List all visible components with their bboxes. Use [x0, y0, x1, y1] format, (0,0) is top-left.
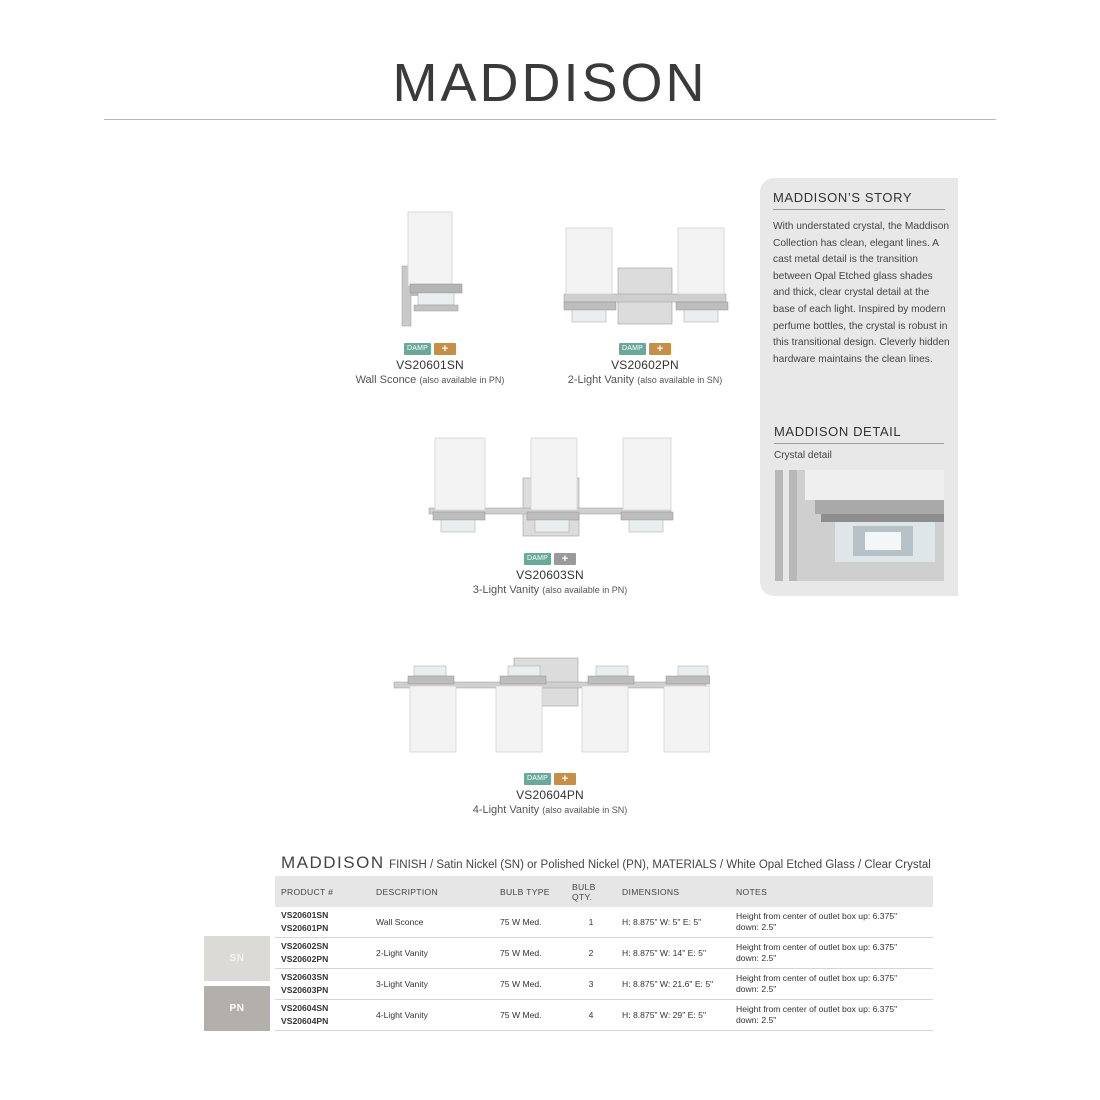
- product-number: VS20604PN: [281, 1016, 329, 1026]
- finish-swatch-sn: SN: [204, 936, 270, 981]
- table-row: [275, 1000, 933, 1031]
- dimensions-cell: H: 8.875" W: 21.6" E: 5": [616, 969, 730, 1000]
- product-sku: VS20603SN: [516, 568, 584, 582]
- title-divider: [104, 119, 996, 120]
- notes-line: Height from center of outlet box up: 6.375": [736, 1004, 898, 1014]
- crystal-detail-photo: [775, 470, 944, 581]
- table-row: [275, 969, 933, 1000]
- table-row: [275, 938, 933, 969]
- product-number: VS20602SN: [281, 941, 329, 951]
- description-cell: 2-Light Vanity: [370, 938, 494, 969]
- feature-badges: [552, 343, 738, 355]
- dimensions-cell: H: 8.875" W: 29" E: 5": [616, 1000, 730, 1031]
- product-name: 3-Light Vanity: [472, 584, 540, 596]
- product-number-cell: [275, 969, 370, 1000]
- table-header-row: [275, 876, 933, 907]
- plus-icon: +: [554, 553, 576, 565]
- product-number: VS20602PN: [281, 954, 329, 964]
- product-description: [420, 584, 680, 596]
- bulb-type-cell: 75 W Med.: [494, 1000, 566, 1031]
- product-description: [552, 374, 738, 386]
- page-title: MADDISON: [392, 53, 708, 113]
- bulb-qty-cell: 1: [566, 907, 616, 938]
- product-name: 4-Light Vanity: [472, 804, 540, 816]
- column-header: DIMENSIONS: [616, 876, 730, 907]
- product-wall-sconce: [340, 208, 520, 386]
- column-header: PRODUCT #: [275, 876, 370, 907]
- notes-line: Height from center of outlet box up: 6.375": [736, 911, 898, 921]
- notes-line: Height from center of outlet box up: 6.375": [736, 973, 898, 983]
- feature-badges: [380, 773, 720, 785]
- product-2-light-vanity: [552, 224, 738, 386]
- product-sku: VS20602PN: [611, 358, 679, 372]
- bulb-type-cell: 75 W Med.: [494, 969, 566, 1000]
- product-availability: (also available in PN): [542, 585, 628, 595]
- product-number-cell: [275, 1000, 370, 1031]
- feature-badges: [420, 553, 680, 565]
- damp-rated-badge: DAMP: [619, 343, 646, 355]
- bulb-qty-cell: 4: [566, 1000, 616, 1031]
- specs-table: [275, 876, 933, 1031]
- column-header: BULB TYPE: [494, 876, 566, 907]
- detail-caption: Crystal detail: [774, 450, 832, 461]
- story-text: With understated crystal, the Maddison Collection has clean, elegant lines. A cast metal detail is the transition between Opal Etched glass shades and thick, clear crystal detail at the base of each light. Inspired by modern perfume bottles, the crystal is robust in this transitional design. Cleverly hidden hardware maintains the clean lines.: [773, 221, 950, 365]
- column-header: DESCRIPTION: [370, 876, 494, 907]
- feature-badges: [340, 343, 520, 355]
- 2-light-vanity-photo: [560, 224, 730, 332]
- plus-icon: +: [554, 773, 576, 785]
- story-sidebar: [760, 178, 958, 596]
- notes-cell: [730, 938, 933, 969]
- table-row: [275, 907, 933, 938]
- notes-line: down: 2.5": [736, 1015, 777, 1025]
- finish-swatch-pn: PN: [204, 986, 270, 1031]
- product-4-light-vanity: [380, 656, 720, 816]
- description-cell: 3-Light Vanity: [370, 969, 494, 1000]
- description-cell: Wall Sconce: [370, 907, 494, 938]
- detail-title: MADDISON DETAIL: [774, 424, 944, 444]
- product-description: [380, 804, 720, 816]
- product-number: VS20604SN: [281, 1003, 329, 1013]
- product-sku: VS20604PN: [516, 788, 584, 802]
- damp-rated-badge: DAMP: [524, 773, 551, 785]
- notes-line: down: 2.5": [736, 984, 777, 994]
- story-title: MADDISON’S STORY: [773, 190, 945, 210]
- product-number: VS20601SN: [281, 910, 329, 920]
- damp-rated-badge: DAMP: [404, 343, 431, 355]
- product-number-cell: [275, 907, 370, 938]
- specs-finish-materials: FINISH / Satin Nickel (SN) or Polished Nickel (PN), MATERIALS / White Opal Etched Glass / Clear Crystal: [389, 859, 931, 871]
- dimensions-cell: H: 8.875" W: 14" E: 5": [616, 938, 730, 969]
- product-number: VS20601PN: [281, 923, 329, 933]
- bulb-qty-cell: 2: [566, 938, 616, 969]
- product-number: VS20603PN: [281, 985, 329, 995]
- damp-rated-badge: DAMP: [524, 553, 551, 565]
- 3-light-vanity-photo: [425, 434, 675, 542]
- product-name: Wall Sconce: [355, 374, 417, 386]
- notes-line: Height from center of outlet box up: 6.375": [736, 942, 898, 952]
- product-availability: (also available in PN): [419, 375, 505, 385]
- product-number-cell: [275, 938, 370, 969]
- notes-line: down: 2.5": [736, 953, 777, 963]
- column-header: BULB QTY.: [566, 876, 616, 907]
- specs-brand: MADDISON: [281, 853, 385, 872]
- dimensions-cell: H: 8.875" W: 5" E: 5": [616, 907, 730, 938]
- wall-sconce-photo: [390, 208, 470, 332]
- bulb-type-cell: 75 W Med.: [494, 907, 566, 938]
- product-number: VS20603SN: [281, 972, 329, 982]
- bulb-type-cell: 75 W Med.: [494, 938, 566, 969]
- bulb-qty-cell: 3: [566, 969, 616, 1000]
- product-availability: (also available in SN): [637, 375, 723, 385]
- product-sku: VS20601SN: [396, 358, 464, 372]
- 4-light-vanity-photo: [390, 656, 710, 762]
- column-header: NOTES: [730, 876, 933, 907]
- product-description: [340, 374, 520, 386]
- product-3-light-vanity: [420, 434, 680, 596]
- description-cell: 4-Light Vanity: [370, 1000, 494, 1031]
- product-availability: (also available in SN): [542, 805, 628, 815]
- specs-heading: [281, 853, 931, 873]
- plus-icon: +: [649, 343, 671, 355]
- notes-line: down: 2.5": [736, 922, 777, 932]
- notes-cell: [730, 969, 933, 1000]
- notes-cell: [730, 1000, 933, 1031]
- product-name: 2-Light Vanity: [567, 374, 635, 386]
- notes-cell: [730, 907, 933, 938]
- plus-icon: +: [434, 343, 456, 355]
